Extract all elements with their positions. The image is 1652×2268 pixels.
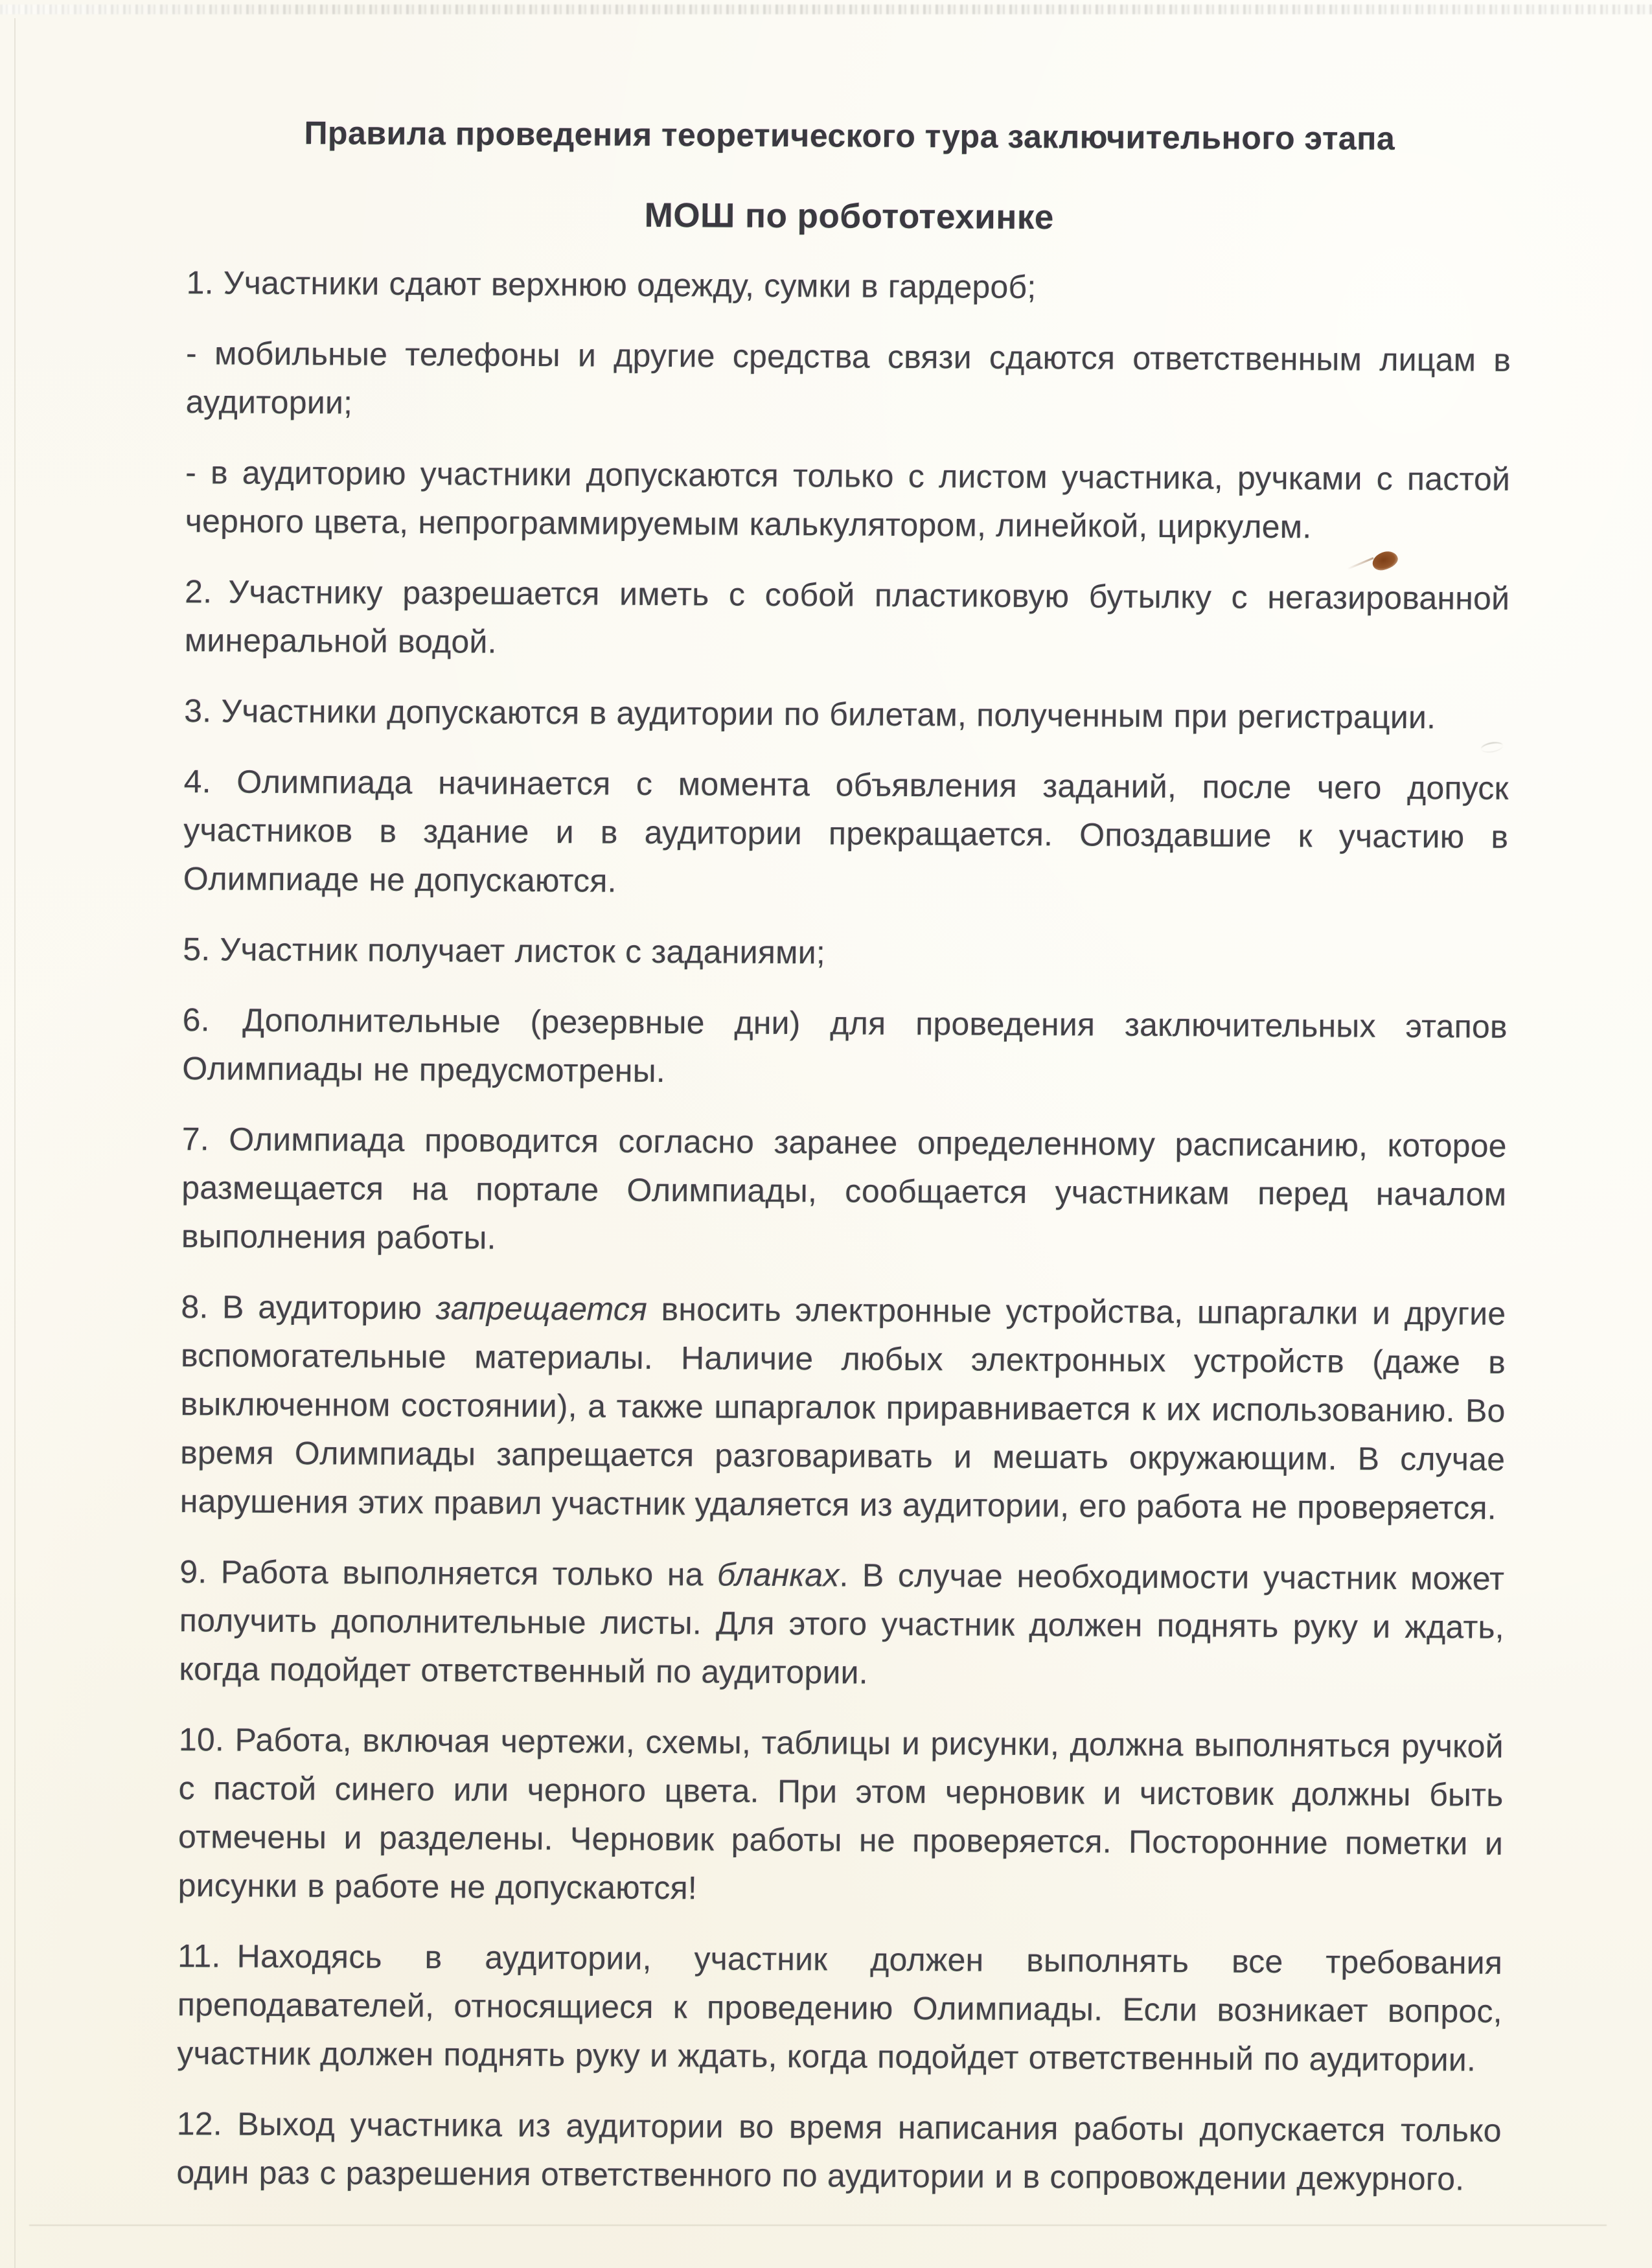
rule-item-6 (182, 996, 1508, 1100)
rule-text: 4. Олимпиада начинается с момента объявления заданий, после чего допуск участников в здание и в аудитории прекращается. Опоздавшие к участию в Олимпиаде не допускаются. (183, 763, 1509, 899)
document-title-line-2: МОШ по робототехинке (644, 196, 1054, 237)
rule-text: 11. Находясь в аудитории, участник должен выполнять все требования преподавателей, относящиеся к проведению Олимпиады. Если возникает вопрос, участник должен поднять руку и ждать, когда подойдет ответственный по аудитории. (177, 1938, 1503, 2078)
bullet-allowed-items (185, 448, 1511, 553)
rule-text: 3. Участники допускаются в аудитории по билетам, полученным при регистрации. (184, 693, 1436, 736)
document-title-line-1: Правила проведения теоретического тура заключительного этапа (304, 115, 1395, 157)
rule-text: 5. Участник получает листок с заданиями; (183, 931, 826, 971)
rule-text: 6. Дополнительные (резервные дни) для проведения заключительных этапов Олимпиады не предусмотрены. (182, 1002, 1508, 1090)
rule-item-9 (179, 1548, 1504, 1701)
rule-text: 12. Выход участника из аудитории во время написания работы допускается только один раз с разрешения ответственного по аудитории и в сопровождении дежурного. (176, 2105, 1502, 2197)
rule-item-2 (185, 567, 1510, 672)
rule-text: вносить электронные устройства, шпаргалки и другие вспомогательные материалы. Наличие любых электронных устройств (даже в выключенном состоянии), а также шпаргалок приравнивается к их использованию. Во время Олимпиады запрещается разговаривать и мешать окружающим. В случае нарушения этих правил участник удаляется из аудитории, его работа не проверяется. (179, 1290, 1506, 1526)
rule-item-11 (177, 1932, 1502, 2085)
rule-text: 9. Работа выполняется только на (179, 1553, 718, 1593)
rule-text: - в аудиторию участники допускаются только с листом участника, ручками с пастой черного цвета, непрограммируемым калькулятором, линейкой, циркулем. (185, 454, 1511, 545)
rule-text: 2. Участнику разрешается иметь с собой пластиковую бутылку с негазированной минеральной водой. (184, 573, 1510, 660)
rule-item-10 (178, 1715, 1504, 1917)
rule-text: 8. В аудиторию (181, 1289, 436, 1327)
bullet-mobile-phones (186, 329, 1511, 433)
rule-item-7 (181, 1115, 1507, 1268)
rule-text: - мобильные телефоны и другие средства связи сдаются ответственным лицам в аудитории; (185, 335, 1511, 421)
rule-item-1 (187, 258, 1511, 314)
rule-item-8 (180, 1283, 1506, 1533)
rule-text: 7. Олимпиада проводится согласно заранее определенному расписанию, которое размещается на портале Олимпиады, сообщается участникам перед началом выполнения работы. (181, 1121, 1507, 1256)
rule-item-5 (183, 925, 1508, 981)
rule-text-italic: бланках (717, 1556, 840, 1594)
rule-text: 1. Участники сдают верхнюю одежду, сумки в гардероб; (186, 264, 1037, 306)
rule-text: 10. Работа, включая чертежи, схемы, таблицы и рисунки, должна выполняться ручкой с пастой синего или черного цвета. При этом черновик и чистовик должны быть отмечены и разделены. Черновик работы не проверяется. Посторонние пометки и рисунки в работе не допускаются! (178, 1721, 1504, 1907)
rule-item-4 (183, 757, 1509, 910)
rule-text-italic: запрещается (435, 1290, 648, 1327)
rule-item-12 (176, 2100, 1502, 2204)
rule-text: . В случае необходимости участник может получить дополнительные листы. Для этого участник должен поднять руку и ждать, когда подойдет ответственный по аудитории. (179, 1557, 1505, 1691)
rule-item-3 (184, 687, 1509, 742)
